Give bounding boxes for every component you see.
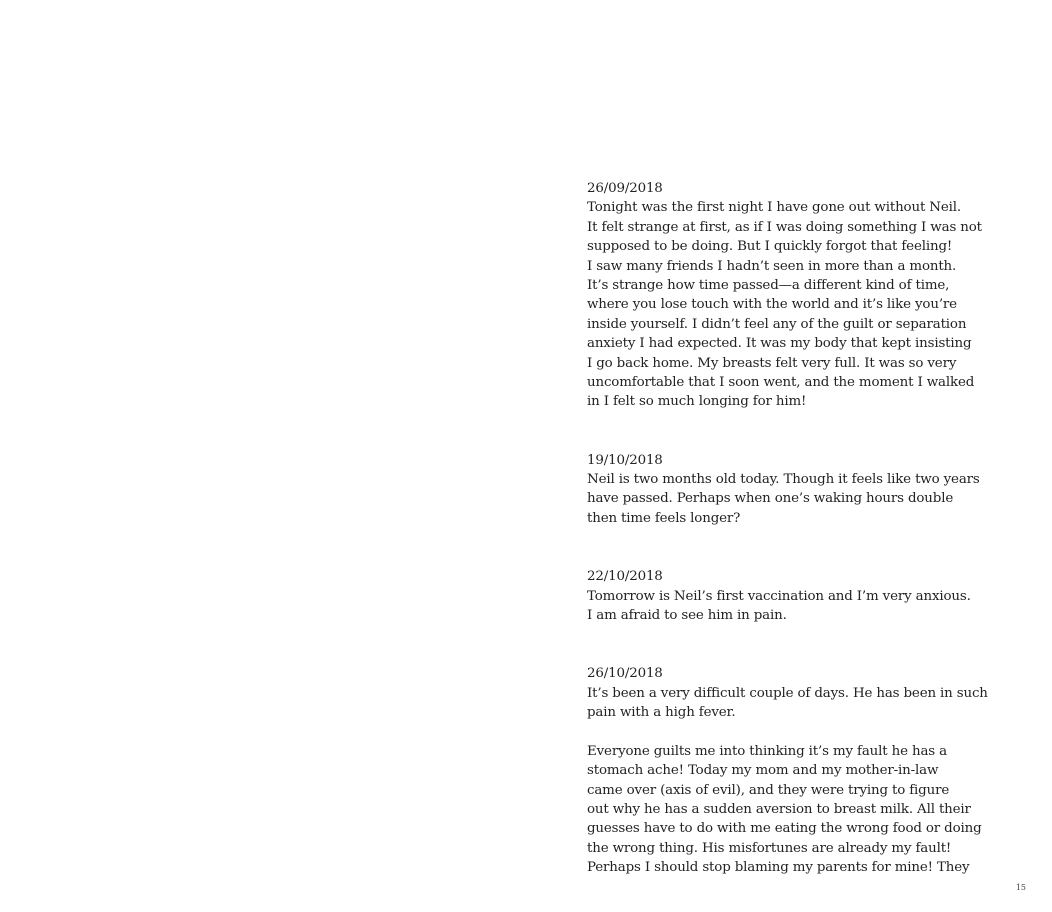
entry-date: 22/10/2018	[587, 569, 663, 585]
entry-line: Everyone guilts me into thinking it’s my fault he has a	[587, 743, 947, 759]
entry-line: pain with a high fever.	[587, 704, 736, 720]
entry-line: came over (axis of evil), and they were trying to figure	[587, 782, 950, 798]
entry-line: stomach ache! Today my mom and my mother-in-law	[587, 763, 939, 779]
entry-paragraph	[587, 587, 971, 626]
entry-line: have passed. Perhaps when one’s waking hours double	[587, 491, 954, 507]
entry-line: where you lose touch with the world and it’s like you’re	[587, 297, 957, 313]
entry-line: Tonight was the first night I have gone out without Neil.	[587, 200, 961, 216]
entry-paragraph	[587, 470, 980, 528]
entry-line: uncomfortable that I soon went, and the moment I walked	[587, 375, 975, 391]
diary-entry	[587, 179, 982, 412]
entry-paragraph	[587, 198, 982, 411]
entry-spacer	[587, 412, 967, 451]
page-number: 15	[1015, 883, 1026, 892]
entry-line: the wrong thing. His misfortunes are already my fault!	[587, 840, 952, 856]
diary-entry	[587, 451, 980, 529]
entry-line: in I felt so much longing for him!	[587, 394, 807, 410]
diary-entry	[587, 664, 988, 877]
entry-line: anxiety I had expected. It was my body that kept insisting	[587, 336, 972, 352]
entry-line: I go back home. My breasts felt very full. It was so very	[587, 355, 957, 371]
entry-line: Perhaps I should stop blaming my parents for mine! They	[587, 860, 970, 876]
entry-date: 19/10/2018	[587, 452, 663, 468]
entry-line: supposed to be doing. But I quickly forgot that feeling!	[587, 239, 953, 255]
entry-line: then time feels longer?	[587, 510, 741, 526]
paragraph-spacer	[587, 722, 967, 741]
entry-paragraph	[587, 684, 988, 723]
entry-line: I am afraid to see him in pain.	[587, 607, 787, 623]
diary-entry	[587, 567, 971, 625]
entry-line: Tomorrow is Neil’s first vaccination and I’m very anxious.	[587, 588, 971, 604]
entry-line: inside yourself. I didn’t feel any of the guilt or separation	[587, 316, 967, 332]
entry-date: 26/09/2018	[587, 181, 663, 196]
entry-paragraph	[587, 742, 982, 878]
diary-text-column	[587, 179, 988, 878]
entry-date: 26/10/2018	[587, 666, 663, 682]
entry-line: It felt strange at first, as if I was doing something I was not	[587, 219, 982, 235]
entry-line: Neil is two months old today. Though it feels like two years	[587, 472, 980, 488]
entry-line: It’s strange how time passed—a different kind of time,	[587, 278, 950, 294]
entry-spacer	[587, 528, 967, 567]
entry-spacer	[587, 625, 967, 664]
entry-line: guesses have to do with me eating the wrong food or doing	[587, 821, 982, 837]
entry-line: It’s been a very difficult couple of days. He has been in such	[587, 685, 988, 701]
entry-line: I saw many friends I hadn’t seen in more than a month.	[587, 258, 957, 274]
entry-line: out why he has a sudden aversion to breast milk. All their	[587, 801, 971, 817]
